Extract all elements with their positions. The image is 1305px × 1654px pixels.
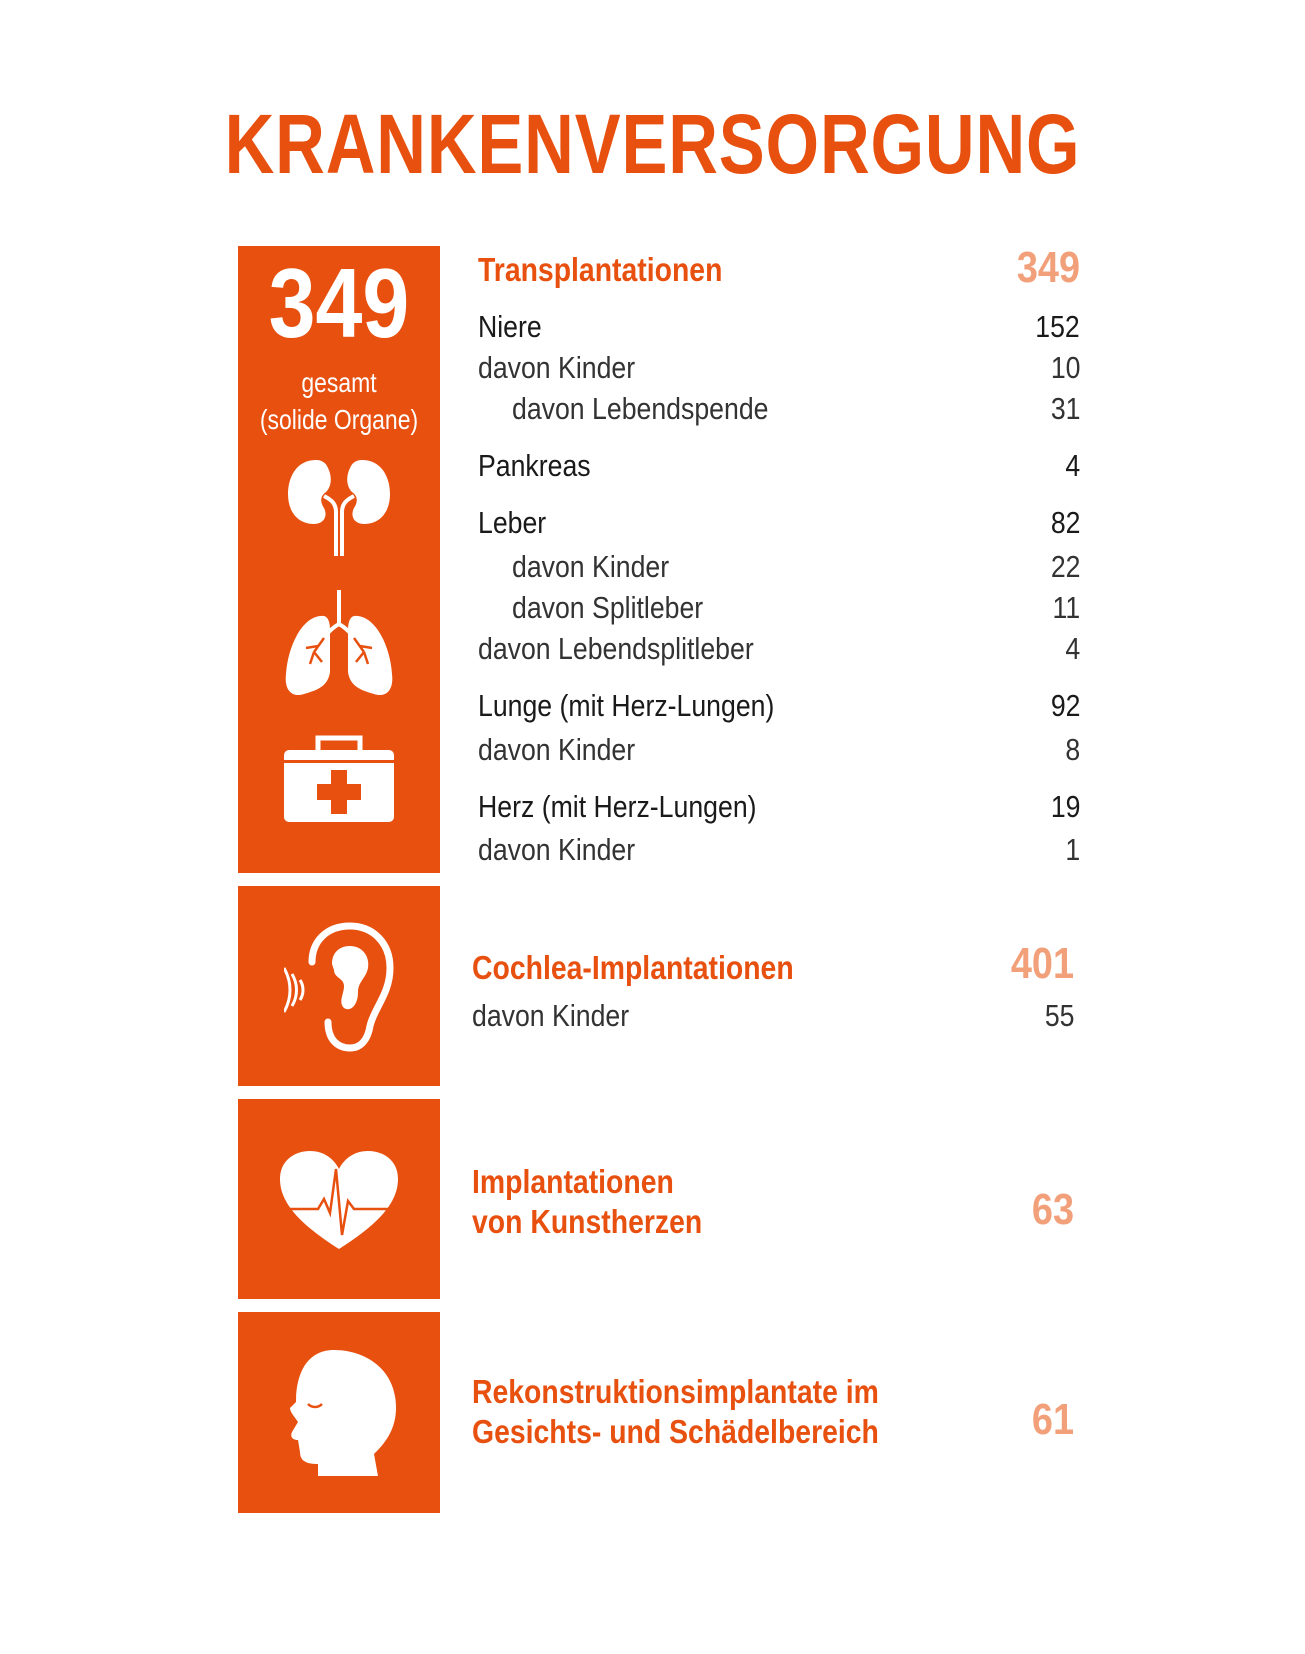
row-value: 31 [1050, 391, 1080, 426]
row-value: 55 [1044, 998, 1074, 1033]
reconstruction-block [238, 1312, 440, 1513]
lungs-icon [284, 590, 394, 700]
row-label: Leber [478, 505, 547, 540]
row-label: Pankreas [478, 448, 591, 483]
summary-line2: (solide Organe) [259, 404, 419, 435]
transplants-heading [478, 250, 898, 290]
cochlea-heading [472, 948, 892, 988]
row-value: 19 [1050, 789, 1080, 824]
artificial-hearts-line1: Implantationen [472, 1163, 674, 1200]
list-item [478, 445, 1080, 487]
row-value: 11 [1052, 590, 1080, 625]
list-item [478, 628, 1080, 670]
row-label: Herz (mit Herz-Lungen) [478, 789, 757, 824]
reconstruction-total: 61 [1031, 1395, 1074, 1444]
first-aid-kit-icon [282, 734, 396, 824]
summary-total: 349 [268, 248, 410, 358]
list-item [478, 347, 1080, 389]
list-item [478, 829, 1080, 871]
ear-icon [284, 922, 394, 1052]
row-value: 4 [1065, 448, 1080, 483]
summary-line1: gesamt [301, 367, 377, 398]
row-label: davon Kinder [478, 832, 636, 867]
heart-pulse-icon [278, 1149, 400, 1251]
row-label: davon Lebendsplitleber [478, 631, 754, 666]
list-item [478, 685, 1080, 727]
cochlea-block [238, 886, 440, 1086]
list-item [478, 388, 1080, 430]
page-title: KRANKENVERSORGUNG [224, 97, 1081, 191]
row-value: 10 [1050, 350, 1080, 385]
head-icon [278, 1348, 400, 1478]
list-item [478, 587, 1080, 629]
row-value: 1 [1065, 832, 1080, 867]
row-label: davon Lebendspende [512, 391, 769, 426]
artificial-heart-block [238, 1099, 440, 1299]
summary-caption [256, 364, 422, 438]
kidney-icon [286, 456, 392, 556]
row-value: 82 [1050, 505, 1080, 540]
reconstruction-line2: Gesichts- und Schädelbereich [472, 1413, 879, 1450]
artificial-hearts-heading [472, 1162, 892, 1242]
row-value: 22 [1050, 549, 1080, 584]
list-item [478, 729, 1080, 771]
row-value: 4 [1065, 631, 1080, 666]
row-label: davon Kinder [478, 350, 636, 385]
transplants-total: 349 [1016, 243, 1080, 292]
list-item [478, 306, 1080, 348]
cochlea-heading-label: Cochlea-Implantationen [472, 949, 794, 986]
list-item [478, 502, 1080, 544]
artificial-hearts-line2: von Kunstherzen [472, 1203, 703, 1240]
row-label: Niere [478, 309, 542, 344]
transplants-heading-label: Transplantationen [478, 251, 723, 288]
artificial-hearts-total: 63 [1031, 1185, 1074, 1234]
row-value: 8 [1065, 732, 1080, 767]
reconstruction-heading [472, 1372, 952, 1452]
row-value: 152 [1035, 309, 1080, 344]
list-item [472, 995, 1074, 1037]
row-label: davon Kinder [478, 732, 636, 767]
row-label: Lunge (mit Herz-Lungen) [478, 688, 775, 723]
row-label: davon Kinder [472, 998, 630, 1033]
cochlea-total: 401 [1010, 939, 1074, 988]
row-value: 92 [1050, 688, 1080, 723]
list-item [478, 786, 1080, 828]
list-item [478, 546, 1080, 588]
transplant-summary-block [238, 246, 440, 873]
reconstruction-line1: Rekonstruktionsimplantate im [472, 1373, 879, 1410]
row-label: davon Kinder [512, 549, 670, 584]
row-label: davon Splitleber [512, 590, 704, 625]
